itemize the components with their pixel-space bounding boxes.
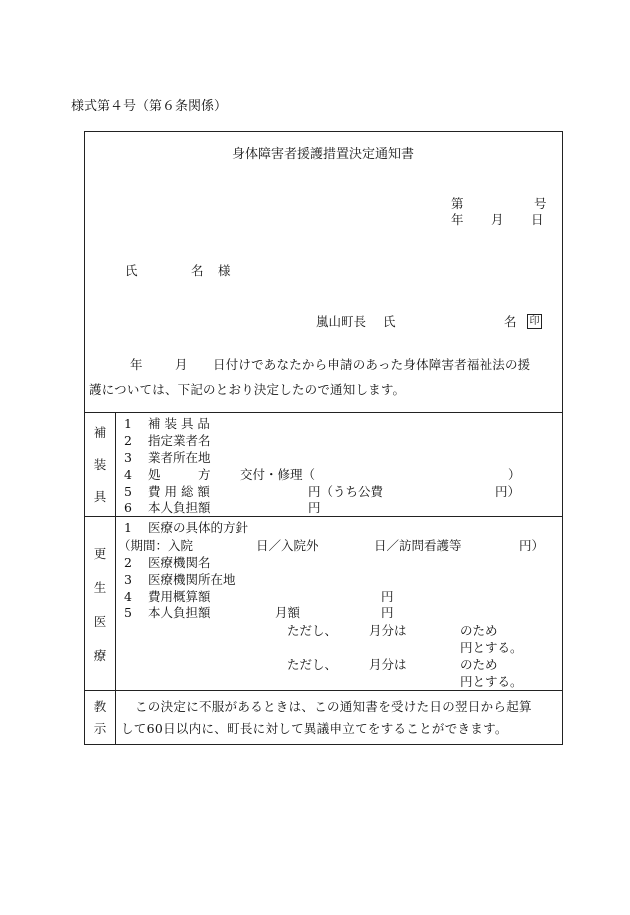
hosougu-item-label: 処 方 (148, 467, 211, 482)
hosougu-item-no: 4 (124, 467, 132, 482)
proviso-month: 月分は (369, 657, 407, 672)
intro-year: 年 (130, 357, 143, 372)
hosougu-label-char: 装 (93, 457, 107, 472)
self-pay-value: 円 (308, 500, 321, 515)
proviso-prefix: ただし、 (287, 657, 338, 672)
period-outpatient: 日／入院外 (256, 538, 319, 553)
proviso-month: 月分は (369, 623, 407, 638)
total-cost-value: 円（うち公費 (308, 484, 384, 499)
kousei-label-char: 生 (93, 580, 107, 595)
hosougu-item-no: 2 (124, 433, 132, 448)
kousei-item-label: 医療機関名 (148, 555, 211, 570)
divider-header (84, 412, 563, 413)
hosougu-item-label: 補 装 具 品 (148, 416, 210, 431)
period-nursing: 日／訪問看護等 (374, 538, 462, 553)
issuer-title: 嵐山町長 (316, 314, 367, 329)
kousei-item-label: 費用概算額 (148, 589, 211, 604)
date-month: 月 (491, 212, 504, 227)
number-prefix: 第 (451, 196, 464, 211)
form-number-label: 様式第４号（第６条関係） (71, 99, 228, 114)
kousei-label-char: 更 (93, 546, 107, 561)
proviso-reason: のため (460, 657, 498, 672)
seal-mark: 印 (527, 314, 542, 329)
kousei-item-no: 2 (124, 555, 132, 570)
kousei-label-char: 療 (93, 648, 107, 663)
proviso-prefix: ただし、 (287, 623, 338, 638)
addressee-given-name: 名 (191, 263, 204, 278)
hosougu-item-label: 指定業者名 (148, 433, 211, 448)
document-title: 身体障害者援護措置決定通知書 (232, 147, 415, 162)
kyouji-text-line2: して60日以内に、町長に対して異議申立てをすることができます。 (121, 721, 508, 736)
hosougu-item-label: 費 用 総 額 (148, 484, 210, 499)
hosougu-label-char: 補 (93, 425, 107, 440)
hosougu-item-label: 本人負担額 (148, 500, 211, 515)
hosougu-label-char: 具 (93, 489, 107, 504)
issuer-given-name: 名 (504, 314, 517, 329)
issuer-surname: 氏 (383, 314, 396, 329)
kyouji-text-line1: この決定に不服があるときは、この通知書を受けた日の翌日から起算 (135, 699, 532, 714)
hosougu-item-no: 6 (124, 500, 132, 515)
date-day: 日 (531, 212, 544, 227)
hosougu-item-no: 5 (124, 484, 132, 499)
kousei-item-no: 3 (124, 572, 132, 587)
monthly-value: 円 (381, 605, 394, 620)
total-cost-close: 円） (495, 484, 521, 499)
kousei-item-label: 医療機関所在地 (148, 572, 236, 587)
kyouji-label-char: 示 (93, 721, 107, 736)
monthly-label: 月額 (275, 605, 301, 620)
number-suffix: 号 (534, 196, 547, 211)
kousei-label-char: 医 (93, 614, 107, 629)
divider-hosougu (84, 516, 563, 517)
kyouji-label-char: 教 (93, 699, 107, 714)
hosougu-item-no: 3 (124, 450, 132, 465)
prescription-value: 交付・修理（ (240, 467, 316, 482)
estimated-cost-value: 円 (381, 589, 394, 604)
kousei-item-no: 5 (124, 605, 132, 620)
kousei-item-no: 1 (124, 520, 132, 535)
period-close: 円） (519, 538, 545, 553)
intro-month: 月 (175, 357, 188, 372)
kousei-item-no: 4 (124, 589, 132, 604)
hosougu-item-label: 業者所在地 (148, 450, 211, 465)
addressee-honorific: 様 (218, 263, 231, 278)
proviso-amount: 円とする。 (460, 674, 523, 689)
hosougu-item-no: 1 (124, 416, 132, 431)
label-column-divider (115, 412, 116, 745)
intro-text-line1: 日付けであなたから申請のあった身体障害者福祉法の援 (213, 357, 531, 372)
addressee-surname: 氏 (125, 263, 138, 278)
proviso-amount: 円とする。 (460, 640, 523, 655)
kousei-item-label: 本人負担額 (148, 605, 211, 620)
divider-kousei (84, 690, 563, 691)
date-year: 年 (451, 212, 464, 227)
intro-text-line2: 護については、下記のとおり決定したので通知します。 (89, 382, 406, 397)
proviso-reason: のため (460, 623, 498, 638)
kousei-item-label: 医療の具体的方針 (148, 520, 249, 535)
period-open: （期間：入院 (118, 538, 194, 553)
prescription-close: ） (508, 467, 521, 482)
